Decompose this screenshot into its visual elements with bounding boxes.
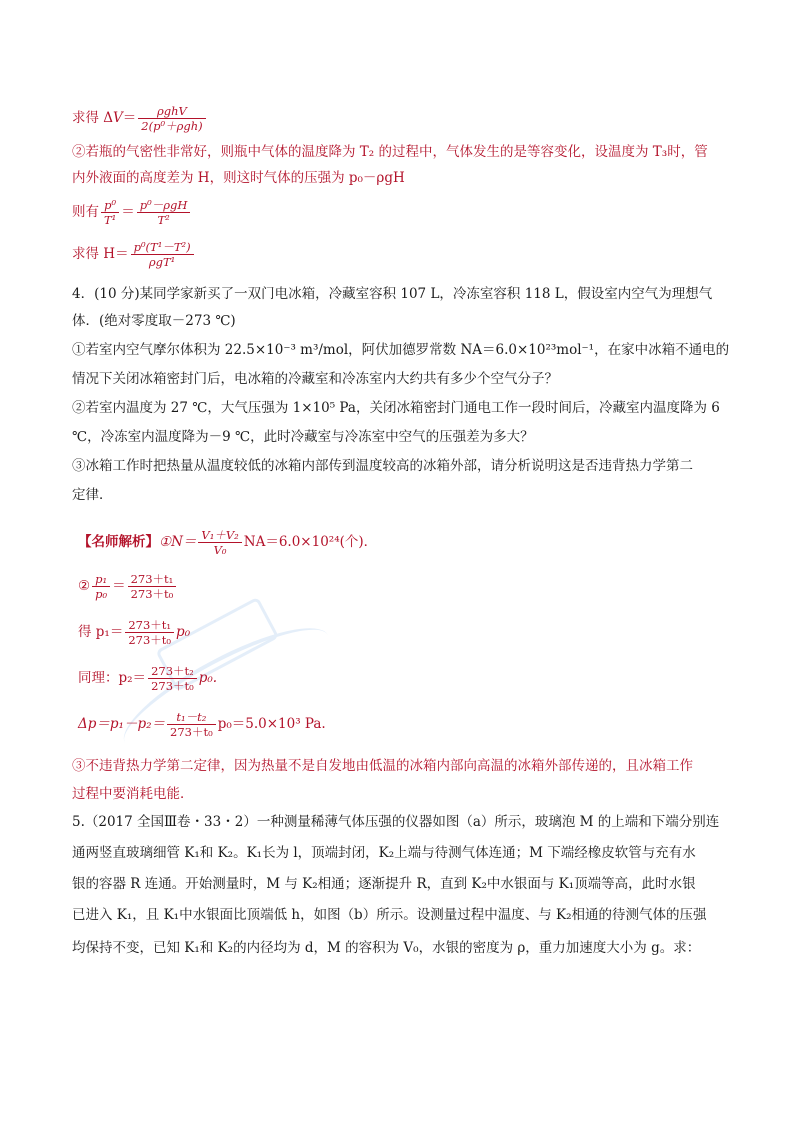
fraction-numerator: 273＋t₂ (148, 664, 197, 679)
fraction (101, 198, 119, 227)
text-seg: ①N＝ (159, 534, 197, 550)
solution-line-3: 内外液面的高度差为 H，则这时气体的压强为 p₀－ρgH (72, 170, 405, 186)
fraction-numerator: ρghV (138, 104, 205, 119)
text-seg: ② (78, 578, 91, 594)
answer-line-4 (78, 664, 217, 693)
text-seg: p₀ (176, 624, 191, 640)
text-seg: 则有 (72, 204, 99, 220)
fraction (92, 572, 110, 601)
question-5-line-4: 已进入 K₁，且 K₁中水银面比顶端低 h，如图（b）所示。设测量过程中温度、与 K₂相通的待测气体的压强 (72, 907, 707, 923)
answer-line-1 (78, 528, 377, 557)
text-seg: 求得 H＝ (72, 246, 129, 262)
solution-line-h (72, 240, 196, 269)
fraction (125, 618, 174, 647)
question-4-line-8: 定律． (72, 487, 113, 503)
question-4-line-4: 情况下关闭冰箱密封门后，电冰箱的冷藏室和冷冻室内大约共有多少个空气分子？ (72, 371, 558, 387)
question-4-line-3: ①若室内空气摩尔体积为 22.5×10⁻³ m³/mol，阿伏加德罗常数 NA＝6.0×10²³mol⁻¹，在家中冰箱不通电的 (72, 342, 730, 358)
text-seg: Δp＝p₁－p₂＝ (78, 716, 165, 732)
solution-line-delta-v (72, 104, 208, 133)
solution-line-ratio (72, 198, 192, 227)
text-seg: 求得 Δ (72, 110, 114, 126)
text-seg: V (113, 110, 123, 126)
answer-line-7: 过程中要消耗电能． (72, 786, 194, 802)
fraction (148, 664, 197, 693)
fraction-numerator: p⁰ (101, 198, 119, 213)
fraction-denominator: 273＋t₀ (170, 725, 213, 739)
fraction-denominator: T¹ (104, 213, 117, 227)
fraction (198, 528, 241, 557)
text-seg: ＝ (112, 578, 126, 594)
fraction-numerator: p₁ (92, 572, 110, 587)
fraction-numerator: V₁＋V₂ (198, 528, 241, 543)
fraction-numerator: 273＋t₁ (125, 618, 174, 633)
question-4-line-5: ②若室内温度为 27 ℃，大气压强为 1×10⁵ Pa，关闭冰箱密封门通电工作一段时间后，冷藏室内温度降为 6 (72, 400, 720, 416)
text-seg: 得 p₁＝ (78, 624, 124, 640)
question-5-line-1: 5.（2017 全国Ⅲ卷・33・2）一种测量稀薄气体压强的仪器如图（a）所示，玻璃泡 M 的上端和下端分别连 (72, 814, 720, 830)
question-4-line-2: 体．(绝对零度取－273 ℃) (72, 313, 236, 329)
fraction-numerator: p⁰(T¹－T²) (131, 240, 194, 255)
answer-line-3 (78, 618, 190, 647)
text-seg: ＝ (122, 110, 137, 126)
question-4-line-6: ℃，冷冻室内温度降为－9 ℃，此时冷藏室与冷冻室中空气的压强差为多大？ (72, 429, 534, 445)
fraction-denominator: 273＋t₀ (151, 679, 194, 693)
fraction (137, 198, 191, 227)
question-5-line-5: 均保持不变，已知 K₁和 K₂的内径均为 d，M 的容积为 V₀，水银的密度为 ρ，重力加速度大小为 g。求： (72, 940, 701, 956)
answer-tag: 【名师解析】 (78, 534, 159, 550)
text-seg: p₀＝5.0×10³ Pa. (217, 716, 326, 732)
fraction-denominator: ρgT¹ (148, 255, 176, 269)
question-4-line-7: ③冰箱工作时把热量从温度较低的冰箱内部传到温度较高的冰箱外部，请分析说明这是否违背热力学第二 (72, 458, 693, 474)
answer-line-5 (78, 710, 326, 739)
question-5-line-3: 银的容器 R 连通。开始测量时，M 与 K₂相通；逐渐提升 R，直到 K₂中水银面与 K₁顶端等高，此时水银 (72, 876, 696, 892)
fraction-denominator: 273＋t₀ (128, 633, 172, 647)
fraction (167, 710, 216, 739)
text-seg: ＝ (121, 204, 135, 220)
fraction-numerator: t₁－t₂ (167, 710, 216, 725)
watermark-logo (50, 523, 350, 778)
fraction-numerator: p⁰－ρgH (137, 198, 191, 213)
fraction-denominator: 273＋t₀ (130, 587, 174, 601)
fraction-denominator: V₀ (213, 543, 227, 557)
fraction-denominator: 2(p⁰＋ρgh) (141, 119, 203, 133)
text-seg: p₀. (198, 670, 218, 686)
fraction-denominator: T² (157, 213, 170, 227)
answer-line-6: ③不违背热力学第二定律，因为热量不是自发地由低温的冰箱内部向高温的冰箱外部传递的，且冰箱工作 (72, 758, 693, 774)
text-seg: NA＝6.0×10²⁴(个)． (243, 534, 378, 550)
fraction-denominator: p₀ (95, 587, 108, 601)
answer-line-2 (78, 572, 178, 601)
fraction-numerator: 273＋t₁ (128, 572, 177, 587)
fraction (131, 240, 194, 269)
question-4-line-1: 4．(10 分)某同学家新买了一双门电冰箱，冷藏室容积 107 L，冷冻室容积 118 L，假设室内空气为理想气 (72, 286, 713, 302)
fraction (128, 572, 177, 601)
text-seg: 同理：p₂＝ (78, 670, 147, 686)
question-5-line-2: 通两竖直玻璃细管 K₁和 K₂。K₁长为 l，顶端封闭，K₂上端与待测气体连通；M 下端经橡皮软管与充有水 (72, 845, 696, 861)
fraction (138, 104, 205, 133)
solution-line-2: ②若瓶的气密性非常好，则瓶中气体的温度降为 T₂ 的过程中，气体发生的是等容变化，设温度为 T₃时，管 (72, 144, 708, 160)
